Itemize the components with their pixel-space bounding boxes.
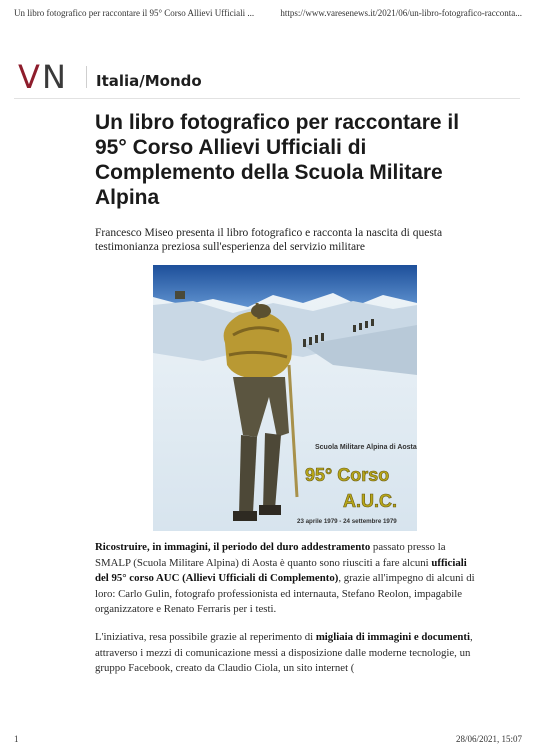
article-subtitle: Francesco Miseo presenta il libro fotografico e racconta la nascita di questa testimonianza preziosa sull'esperienza del servizio militare <box>95 227 443 253</box>
p1-text-2: , grazie all'impegno di alcuni di loro: Carlo Gulin, fotografo professionista ed internauta, Stefano Reolon, impagabile organizzatore e Renato Ferraris per i testi. <box>95 572 475 616</box>
p2-text-1: L'iniziativa, resa possibile grazie al reperimento di <box>95 631 316 643</box>
p2-bold-1: migliaia di immagini e documenti <box>315 631 470 643</box>
logo-letter-n: N <box>42 60 66 92</box>
article-photo <box>153 265 417 531</box>
logo-letter-v: V <box>18 60 40 92</box>
varesenews-logo[interactable] <box>18 60 82 92</box>
article-paragraph-2 <box>95 630 475 677</box>
print-page-url[interactable]: https://www.varesenews.it/2021/06/un-libro-fotografico-racconta... <box>280 8 522 18</box>
print-datetime: 28/06/2021, 15:07 <box>455 734 522 744</box>
photo-caption-dates: 23 aprile 1979 - 24 settembre 1979 <box>297 518 397 525</box>
print-page-title: Un libro fotografico per raccontare il 95° Corso Allievi Ufficiali ... <box>14 8 255 18</box>
photo-caption-course: 95° Corso <box>305 465 390 485</box>
print-footer <box>14 734 522 746</box>
print-header <box>14 8 522 22</box>
p1-text-1: passato presso la SMALP (Scuola Militare Alpina) di Aosta è quanto sono riusciti a fare alcuni <box>95 541 446 569</box>
p2-text-2: , attraverso i mezzi di comunicazione messi a disposizione dalle moderne tecnologie, un gruppo Facebook, creato da Claudio Ciola, un sito internet ( <box>95 631 473 675</box>
photo-alpine-soldier-illustration <box>153 265 417 531</box>
photo-caption-auc: A.U.C. <box>343 491 397 511</box>
site-header <box>14 58 520 99</box>
article-paragraph-1 <box>95 540 475 618</box>
section-label[interactable]: Italia/Mondo <box>96 72 202 90</box>
photo-caption-school: Scuola Militare Alpina di Aosta <box>315 444 417 451</box>
p1-bold-1: Ricostruire, in immagini, il periodo del duro addestramento <box>95 541 371 553</box>
header-divider <box>86 66 87 88</box>
print-page-number: 1 <box>14 734 19 744</box>
p1-bold-2: ufficiali del 95° corso AUC (Allievi Ufficiali di Complemento) <box>95 556 467 585</box>
article-title: Un libro fotografico per raccontare il 95° Corso Allievi Ufficiali di Complemento della Scuola Militare Alpina <box>95 111 460 209</box>
photo-hat <box>251 304 271 318</box>
